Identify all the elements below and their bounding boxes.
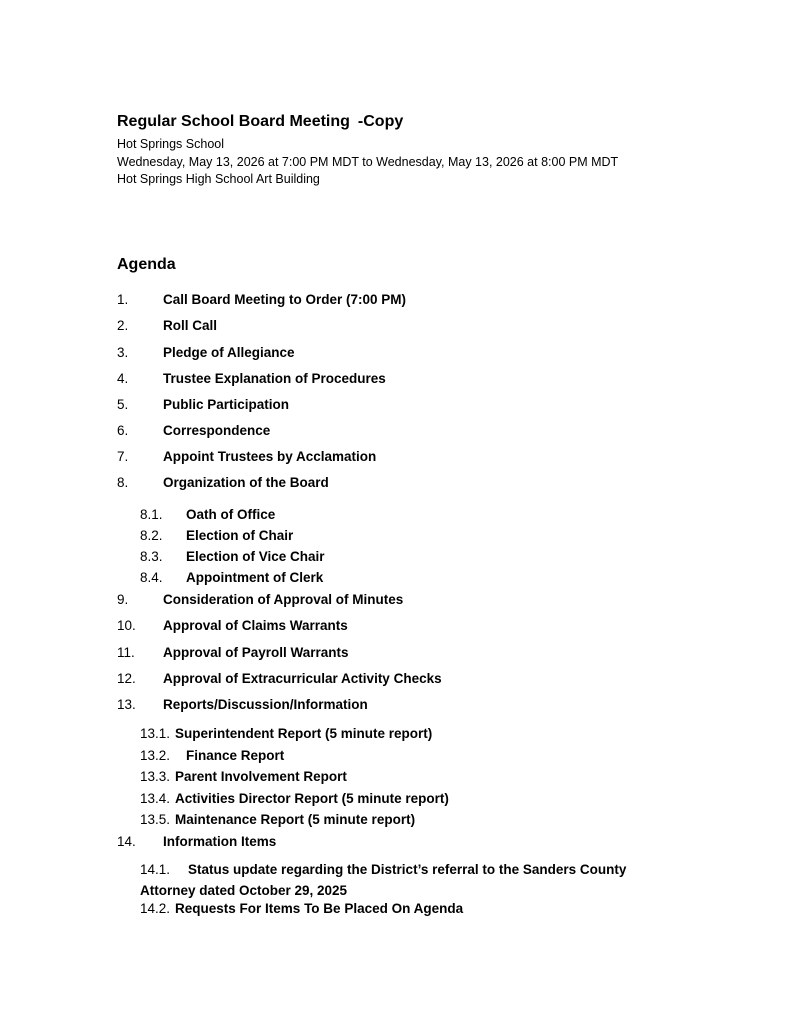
agenda-item xyxy=(117,832,276,852)
agenda-item xyxy=(117,695,368,715)
agenda-item-number: 13.2. xyxy=(140,748,171,763)
agenda-item-text: Approval of Claims Warrants xyxy=(163,618,348,633)
agenda-item-number: 6. xyxy=(117,423,129,438)
agenda-item-text: Roll Call xyxy=(163,318,218,333)
agenda-subitem xyxy=(140,789,449,809)
agenda-item-number: 3. xyxy=(117,345,129,360)
agenda-item xyxy=(117,290,406,310)
agenda-subitem xyxy=(140,568,323,588)
agenda-item-text: Public Participation xyxy=(163,397,290,412)
agenda-item-number: 7. xyxy=(117,449,129,464)
agenda-item-text: Appoint Trustees by Acclamation xyxy=(163,449,377,464)
agenda-item-text: Pledge of Allegiance xyxy=(163,345,295,360)
agenda-subitem xyxy=(140,859,650,901)
agenda-item xyxy=(117,669,442,689)
agenda-subitem xyxy=(140,746,284,766)
agenda-item xyxy=(117,590,403,610)
agenda-item-number: 14.2. xyxy=(140,901,171,916)
meeting-title: Regular School Board Meeting xyxy=(117,113,350,130)
agenda-item-text: Status update regarding the District’s referral to the Sanders County Attorney dated October 29, 2025 xyxy=(140,862,627,898)
agenda-item-text: Call Board Meeting to Order (7:00 PM) xyxy=(163,292,407,307)
agenda-subitem xyxy=(140,810,415,830)
agenda-item-number: 4. xyxy=(117,371,129,386)
agenda-item-text: Correspondence xyxy=(163,423,271,438)
agenda-heading: Agenda xyxy=(117,256,176,273)
agenda-subitem xyxy=(140,526,293,546)
agenda-item-number: 13.4. xyxy=(140,791,171,806)
agenda-item-text: Oath of Office xyxy=(186,507,276,522)
agenda-item-number: 5. xyxy=(117,397,129,412)
agenda-item-text: Activities Director Report (5 minute report) xyxy=(175,791,449,806)
agenda-item-number: 13.3. xyxy=(140,769,171,784)
agenda-item-number: 14.1. xyxy=(140,862,171,877)
agenda-item-text: Approval of Extracurricular Activity Checks xyxy=(163,671,442,686)
agenda-item xyxy=(117,369,386,389)
meeting-location: Hot Springs High School Art Building xyxy=(117,172,320,186)
agenda-subitem xyxy=(140,547,325,567)
agenda-item-number: 13.5. xyxy=(140,812,171,827)
organization-name: Hot Springs School xyxy=(117,137,225,151)
meeting-title-suffix: -Copy xyxy=(357,113,404,130)
agenda-item-text: Superintendent Report (5 minute report) xyxy=(175,726,433,741)
agenda-item-text: Information Items xyxy=(163,834,277,849)
agenda-item-number: 11. xyxy=(117,645,135,660)
agenda-item-number: 13. xyxy=(117,697,136,712)
agenda-subitem xyxy=(140,505,275,525)
agenda-item-number: 8.2. xyxy=(140,528,163,543)
agenda-item xyxy=(117,643,349,663)
agenda-item-number: 8.1. xyxy=(140,507,163,522)
agenda-item xyxy=(117,343,295,363)
agenda-item-number: 8.3. xyxy=(140,549,163,564)
agenda-item xyxy=(117,421,270,441)
agenda-subitem xyxy=(140,899,463,919)
agenda-item-number: 14. xyxy=(117,834,136,849)
agenda-item xyxy=(117,616,348,636)
agenda-item-text: Maintenance Report (5 minute report) xyxy=(175,812,416,827)
agenda-item xyxy=(117,447,376,467)
agenda-item-number: 8.4. xyxy=(140,570,163,585)
agenda-item-text: Election of Chair xyxy=(186,528,294,543)
agenda-item-text: Approval of Payroll Warrants xyxy=(163,645,349,660)
agenda-subitem xyxy=(140,724,432,744)
agenda-item-number: 10. xyxy=(117,618,136,633)
agenda-item-text: Trustee Explanation of Procedures xyxy=(163,371,386,386)
agenda-item-number: 12. xyxy=(117,671,136,686)
agenda-item xyxy=(117,316,217,336)
agenda-item-number: 8. xyxy=(117,475,129,490)
agenda-item-text: Organization of the Board xyxy=(163,475,329,490)
agenda-item-text: Parent Involvement Report xyxy=(175,769,347,784)
agenda-item-text: Finance Report xyxy=(186,748,285,763)
agenda-item-number: 9. xyxy=(117,592,129,607)
agenda-item-number: 2. xyxy=(117,318,129,333)
agenda-subitem xyxy=(140,767,347,787)
agenda-item xyxy=(117,395,289,415)
agenda-item-text: Appointment of Clerk xyxy=(186,570,324,585)
agenda-item xyxy=(117,473,329,493)
agenda-item-text: Consideration of Approval of Minutes xyxy=(163,592,404,607)
agenda-item-text: Election of Vice Chair xyxy=(186,549,325,564)
agenda-item-number: 13.1. xyxy=(140,726,171,741)
agenda-item-text: Reports/Discussion/Information xyxy=(163,697,368,712)
meeting-datetime: Wednesday, May 13, 2026 at 7:00 PM MDT to Wednesday, May 13, 2026 at 8:00 PM MDT xyxy=(117,155,619,169)
agenda-item-text: Requests For Items To Be Placed On Agenda xyxy=(175,901,464,916)
agenda-item-number: 1. xyxy=(117,292,129,307)
